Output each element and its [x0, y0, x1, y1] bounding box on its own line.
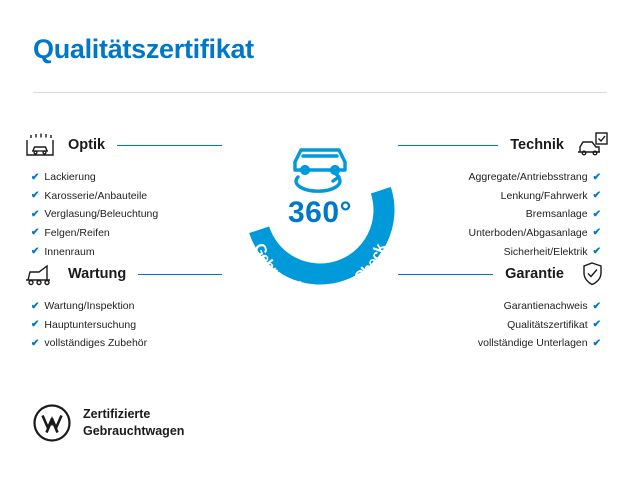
list-item: [398, 205, 610, 224]
check-icon: ✔: [31, 319, 40, 331]
list-item-label: vollständiges Zubehör: [44, 337, 148, 350]
badge-center-label: 360°: [287, 196, 353, 229]
vw-logo-icon: [33, 404, 71, 442]
check-icon: ✔: [31, 171, 40, 183]
check-icon: ✔: [592, 171, 601, 183]
section-header-garantie: [398, 257, 610, 291]
list-item-label: Felgen/Reifen: [44, 227, 110, 240]
check-icon: ✔: [31, 300, 40, 312]
section-title-wartung: Wartung: [68, 266, 127, 282]
section-rule-wartung: [138, 274, 222, 275]
svg-text:Gebrauchtwagen-Check: Gebrauchtwagen-Check: [250, 241, 390, 301]
check-icon: ✔: [31, 246, 40, 258]
section-rule-technik: [398, 145, 498, 146]
list-item: [22, 297, 222, 316]
list-item-label: Garantienachweis: [503, 300, 588, 313]
section-title-technik: Technik: [510, 137, 564, 153]
maintenance-cart-icon: [22, 259, 58, 289]
list-item: [398, 316, 610, 335]
list-item-label: Wartung/Inspektion: [44, 300, 135, 313]
page-title: Qualitätszertifikat: [33, 34, 254, 64]
list-item: [22, 187, 222, 206]
check-icon: ✔: [31, 337, 40, 349]
list-item-label: Hauptuntersuchung: [44, 318, 137, 331]
section-optik: [22, 128, 222, 261]
list-item: [22, 205, 222, 224]
list-item: [398, 297, 610, 316]
check-icon: ✔: [31, 208, 40, 220]
section-header-optik: [22, 128, 222, 162]
car-wash-icon: [22, 130, 58, 160]
list-item-label: Unterboden/Abgasanlage: [468, 227, 588, 240]
section-items-technik: [398, 168, 610, 261]
shield-check-icon: [574, 259, 610, 289]
section-rule-garantie: [398, 274, 493, 275]
check-icon: ✔: [592, 246, 601, 258]
check-icon: ✔: [592, 300, 601, 312]
list-item: [398, 334, 610, 353]
list-item-label: Karosserie/Anbauteile: [44, 189, 148, 202]
list-item: [22, 316, 222, 335]
check-icon: ✔: [592, 190, 601, 202]
list-item-label: Bremsanlage: [525, 208, 588, 221]
section-header-wartung: [22, 257, 222, 291]
check-icon: ✔: [592, 319, 601, 331]
section-title-optik: Optik: [68, 137, 106, 153]
check-icon: ✔: [592, 208, 601, 220]
footer-line-1: Zertifizierte: [83, 407, 151, 422]
list-item: [22, 224, 222, 243]
check-icon: ✔: [31, 227, 40, 239]
list-item: [398, 224, 610, 243]
list-item: [22, 168, 222, 187]
footer-line-2: Gebrauchtwagen: [83, 424, 185, 438]
badge-360-check: [228, 110, 412, 320]
footer-text: [83, 406, 184, 440]
section-rule-optik: [117, 145, 222, 146]
section-garantie: [398, 257, 610, 353]
list-item-label: Sicherheit/Elektrik: [503, 245, 588, 258]
list-item-label: Aggregate/Antriebsstrang: [468, 171, 588, 184]
title-divider: [33, 92, 607, 93]
section-technik: [398, 128, 610, 261]
list-item-label: Qualitätszertifikat: [507, 318, 588, 331]
list-item-label: Verglasung/Beleuchtung: [44, 208, 159, 221]
check-icon: ✔: [592, 227, 601, 239]
footer-branding: [33, 404, 184, 442]
section-items-optik: [22, 168, 222, 261]
section-title-garantie: Garantie: [505, 266, 564, 282]
check-icon: ✔: [31, 190, 40, 202]
list-item-label: Innenraum: [44, 245, 95, 258]
section-items-garantie: [398, 297, 610, 353]
list-item-label: Lackierung: [44, 171, 96, 184]
list-item: [22, 334, 222, 353]
check-icon: ✔: [592, 337, 601, 349]
section-items-wartung: [22, 297, 222, 353]
list-item: [398, 168, 610, 187]
car-check-icon: [574, 130, 610, 160]
list-item-label: Lenkung/Fahrwerk: [500, 189, 588, 202]
section-header-technik: [398, 128, 610, 162]
list-item: [398, 187, 610, 206]
section-wartung: [22, 257, 222, 353]
list-item-label: vollständige Unterlagen: [477, 337, 588, 350]
